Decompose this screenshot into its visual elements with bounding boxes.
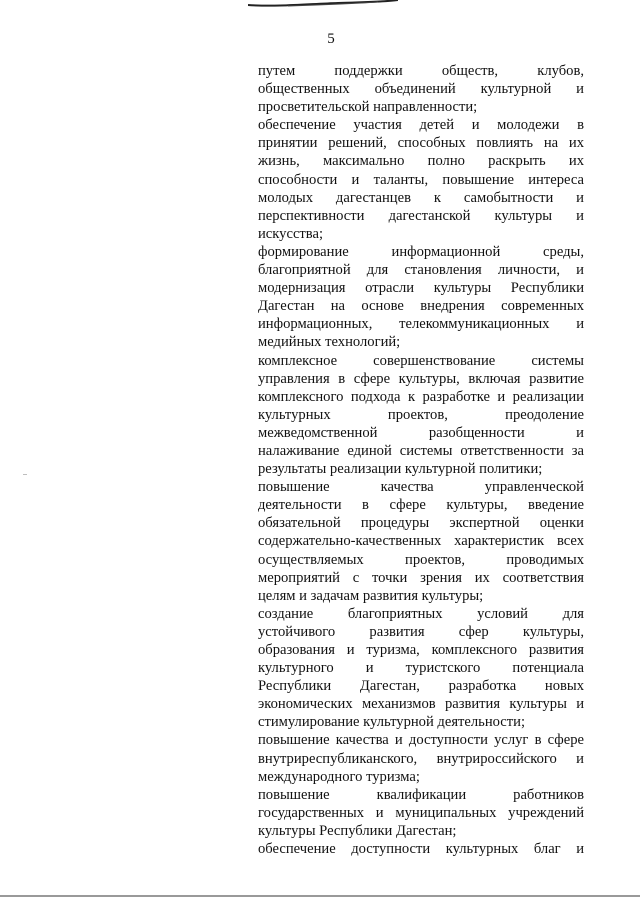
text-line: культуры Республики Дагестан; — [258, 822, 457, 839]
text-line: образования и туризма, комплексного развития — [258, 642, 584, 658]
text-line: повышение квалификации работников — [258, 786, 584, 803]
text-line: искусства; — [258, 225, 324, 242]
text-line: молодых дагестанцев к самобытности и — [258, 189, 584, 206]
text-line: благоприятной для становления личности, и — [258, 262, 584, 279]
text-line: просветительской направленности; — [258, 99, 478, 116]
text-line: медийных технологий; — [258, 334, 401, 351]
text-line: стимулирование культурной деятельности; — [258, 714, 526, 731]
paragraph — [258, 116, 584, 243]
text-line: культурных проектов, преодоление — [258, 406, 584, 423]
text-line: содержательно-качественных характеристик всех — [258, 533, 584, 550]
text-line: комплексное совершенствование системы — [258, 352, 584, 369]
text-line: Дагестан на основе внедрения современных — [258, 298, 584, 315]
page-number: 5 — [327, 31, 335, 47]
paragraph — [258, 352, 584, 479]
text-line: внутриреспубликанского, внутрироссийского и — [258, 750, 584, 767]
paragraph — [258, 731, 584, 785]
text-line: государственных и муниципальных учреждений — [258, 804, 584, 821]
text-line: обеспечение доступности культурных благ и — [258, 841, 584, 858]
text-line: налаживание единой системы ответственности за — [258, 442, 584, 459]
document-body — [258, 62, 584, 858]
text-line: экономических механизмов развития культуры и — [258, 696, 584, 713]
text-line: жизнь, максимально полно раскрыть их — [258, 153, 584, 170]
paragraph — [258, 840, 584, 858]
paragraph — [258, 62, 584, 116]
text-line: принятии решений, способных повлиять на их — [258, 135, 584, 152]
scan-artifact-top — [248, 0, 398, 8]
paragraph — [258, 786, 584, 840]
text-line: культурного и туристского потенциала — [258, 660, 584, 677]
text-line: формирование информационной среды, — [258, 243, 584, 260]
text-line: деятельности в сфере культуры, введение — [258, 497, 584, 514]
text-line: повышение качества и доступности услуг в сфере — [258, 732, 584, 749]
text-line: целям и задачам развития культуры; — [258, 587, 484, 604]
text-line: обязательной процедуры экспертной оценки — [258, 515, 584, 532]
text-line: способности и таланты, повышение интереса — [258, 171, 584, 188]
text-line: мероприятий с точки зрения их соответствия — [258, 569, 584, 586]
margin-mark: .. — [23, 468, 27, 477]
text-line: путем поддержки обществ, клубов, — [258, 63, 584, 79]
scan-artifact-bottom — [0, 893, 640, 905]
text-line: устойчивого развития сфер культуры, — [258, 623, 584, 640]
text-line: результаты реализации культурной политики; — [258, 461, 543, 478]
text-line: комплексного подхода к разработке и реализации — [258, 388, 584, 405]
text-line: модернизация отрасли культуры Республики — [258, 280, 584, 297]
text-line: Республики Дагестан, разработка новых — [258, 678, 584, 695]
text-line: перспективности дагестанской культуры и — [258, 207, 584, 224]
text-line: создание благоприятных условий для — [258, 605, 584, 622]
text-line: международного туризма; — [258, 768, 420, 785]
text-line: обеспечение участия детей и молодежи в — [258, 117, 584, 134]
paragraph — [258, 605, 584, 732]
text-line: информационных, телекоммуникационных и — [258, 316, 584, 333]
text-line: управления в сфере культуры, включая развитие — [258, 370, 584, 387]
text-line: общественных объединений культурной и — [258, 81, 584, 98]
text-line: осуществляемых проектов, проводимых — [258, 551, 584, 568]
text-line: повышение качества управленческой — [258, 479, 584, 496]
text-line: межведомственной разобщенности и — [258, 424, 584, 441]
paragraph — [258, 478, 584, 605]
paragraph — [258, 243, 584, 352]
